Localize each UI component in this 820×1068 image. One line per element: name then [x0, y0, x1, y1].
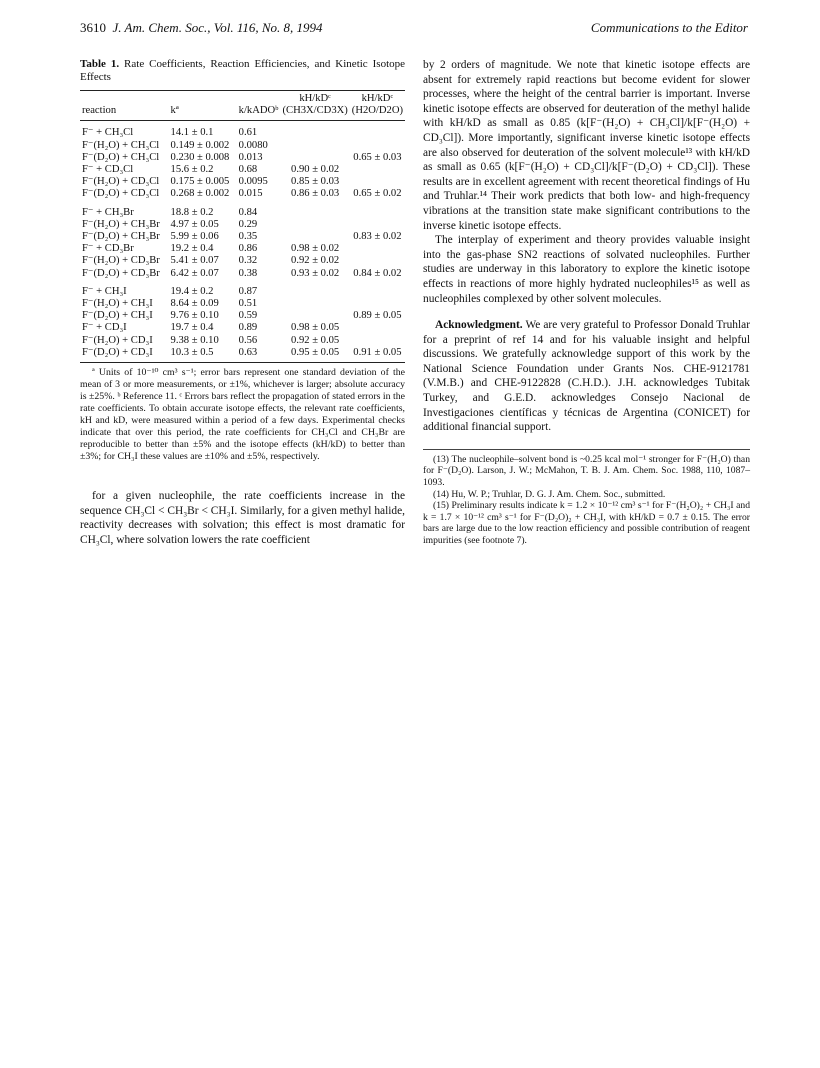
cell-kie-methyl: 0.95 ± 0.05 [280, 347, 349, 363]
col-header-kie-methyl: kH/kDᶜ (CH3X/CD3X) [280, 91, 349, 121]
section-title: Communications to the Editor [590, 20, 748, 35]
cell-reaction: F⁻ + CD₃Cl [82, 164, 134, 176]
cell-kie-methyl: 0.85 ± 0.03 [291, 176, 340, 188]
cell-efficiency: 0.38 [238, 267, 258, 279]
cell-efficiency: 0.015 [238, 188, 263, 200]
col-header-efficiency: k/kADOᵇ [237, 91, 281, 121]
page-number: 3610 [80, 20, 106, 35]
cell-reaction: F⁻ + CD₃Br [82, 243, 134, 255]
cell-kie-solvent [350, 322, 405, 334]
page-header [80, 20, 748, 42]
cell-efficiency: 0.86 [238, 243, 258, 255]
cell-kie-solvent: 0.65 ± 0.03 [353, 151, 402, 163]
table-row [80, 121, 405, 140]
col-header-k: kª [169, 91, 237, 121]
cell-reaction: F⁻(D₂O) + CH₃Cl [82, 151, 160, 163]
table-row [80, 347, 405, 363]
cell-k: 18.8 ± 0.2 [170, 206, 214, 218]
cell-efficiency: 0.35 [238, 231, 258, 243]
right-column [423, 58, 750, 547]
cell-kie-solvent [350, 243, 405, 255]
cell-kie-methyl: 0.86 ± 0.03 [291, 188, 340, 200]
cell-kie-methyl [280, 310, 349, 322]
cell-kie-solvent: 0.91 ± 0.05 [350, 347, 405, 363]
cell-kie-solvent [350, 201, 405, 219]
cell-kie-solvent: 0.65 ± 0.02 [353, 188, 402, 200]
cell-reaction: F⁻(H₂O) + CH₃Cl [82, 139, 160, 151]
cell-reaction: F⁻ + CH₃Cl [82, 127, 134, 139]
cell-reaction: F⁻ + CH₃Br [82, 206, 134, 218]
cell-k: 6.42 ± 0.07 [170, 267, 219, 279]
table-row [80, 219, 405, 231]
cell-k: 15.6 ± 0.2 [170, 164, 214, 176]
table-row [80, 176, 405, 188]
cell-reaction: F⁻(D₂O) + CH₃Br [82, 231, 160, 243]
cell-kie-solvent [350, 219, 405, 231]
cell-efficiency: 0.56 [238, 334, 258, 346]
cell-efficiency: 0.013 [238, 151, 263, 163]
table-row [80, 280, 405, 298]
cell-kie-methyl: 0.90 ± 0.02 [291, 164, 340, 176]
table-row [80, 298, 405, 310]
table-group-chlorides [80, 121, 405, 201]
cell-kie-methyl: 0.92 ± 0.05 [291, 334, 340, 346]
cell-kie-methyl [280, 298, 349, 310]
cell-kie-solvent: 0.89 ± 0.05 [353, 310, 402, 322]
cell-efficiency: 0.89 [238, 322, 258, 334]
cell-reaction: F⁻ + CH₃I [82, 285, 127, 297]
cell-kie-methyl [280, 152, 349, 164]
journal-citation: J. Am. Chem. Soc., Vol. 116, No. 8, 1994 [112, 20, 323, 35]
cell-kie-solvent [350, 140, 405, 152]
cell-kie-methyl [280, 140, 349, 152]
table-header-row [80, 91, 405, 121]
table-caption-label: Table 1. [80, 58, 120, 70]
cell-reaction: F⁻(H₂O) + CH₃I [82, 298, 153, 310]
body-paragraph-continued: by 2 orders of magnitude. We note that kinetic isotope effects are absent for extremely rapid reactions but become evident for slower processes, where the height of the central barrier is important. Inverse kinetic isotope effects are observed for deuteration of the methyl halide with kH/kD as small as 0.85 (k[F⁻(H₂O) + CH₃Cl]/k[F⁻(H₂O) + CD₃Cl]). More importantly, significant inverse kinetic isotope effects are also observed for deuteration of the solvent molecule¹³ with kH/kD as small as 0.65 (k[F⁻(H₂O) + CD₃Cl]/k[F⁻(D₂O) + CD₃Cl]). These results are in excellent agreement with recent theoretical findings of Hu and Truhlar.¹⁴ Their work predicts that both low- and high-frequency vibrations at the transition state make significant contributions to the inverse kinetic isotope effects. [423, 59, 750, 232]
cell-reaction: F⁻(D₂O) + CH₃I [82, 310, 153, 322]
table-row [80, 322, 405, 334]
cell-kie-solvent [350, 176, 405, 188]
cell-efficiency: 0.84 [238, 206, 258, 218]
reference-15: (15) Preliminary results indicate k = 1.2 × 10⁻¹² cm³ s⁻¹ for F⁻(H₂O)₂ + CH₃I and k = 1.7 × 10⁻¹² cm³ s⁻¹ for F⁻(D₂O)₂ + CH₃I, with kH/kD = 0.7 ± 0.15. The error bars are large due to the low reaction efficiency and possible contribution of reagent impurities (see footnote 7). [423, 500, 750, 546]
cell-efficiency: 0.0095 [238, 176, 268, 188]
table-row [80, 310, 405, 322]
cell-efficiency: 0.87 [238, 285, 258, 297]
cell-efficiency: 0.32 [238, 255, 258, 267]
cell-reaction: F⁻(D₂O) + CD₃Br [82, 267, 160, 279]
table-row [80, 152, 405, 164]
cell-kie-methyl [280, 201, 349, 219]
cell-kie-solvent [350, 164, 405, 176]
cell-kie-solvent [350, 298, 405, 310]
table-row [80, 188, 405, 200]
cell-efficiency: 0.51 [238, 298, 258, 310]
cell-efficiency: 0.0080 [238, 139, 268, 151]
cell-kie-methyl [280, 219, 349, 231]
cell-kie-methyl: 0.93 ± 0.02 [291, 267, 340, 279]
cell-kie-solvent [350, 121, 405, 140]
cell-k: 0.149 ± 0.002 [170, 139, 230, 151]
cell-efficiency: 0.61 [238, 127, 258, 139]
cell-kie-solvent: 0.84 ± 0.02 [353, 267, 402, 279]
table-row [80, 243, 405, 255]
cell-k: 10.3 ± 0.5 [169, 347, 237, 363]
rate-coefficient-table [80, 90, 405, 363]
cell-k: 9.76 ± 0.10 [170, 310, 219, 322]
cell-k: 4.97 ± 0.05 [170, 218, 219, 230]
cell-kie-methyl: 0.92 ± 0.02 [291, 255, 340, 267]
left-body-paragraph: for a given nucleophile, the rate coefficients increase in the sequence CH₃Cl < CH₃Br < CH₃I. Similarly, for a given methyl halide, reactivity decreases with solvation; this effect is most dramatic for CH₃Cl, where solvation lowers the rate coefficient [80, 490, 405, 546]
cell-reaction: F⁻ + CD₃I [82, 322, 127, 334]
cell-kie-methyl: 0.98 ± 0.02 [291, 243, 340, 255]
cell-reaction: F⁻(H₂O) + CD₃Br [82, 255, 160, 267]
acknowledgment-paragraph [423, 318, 750, 435]
cell-kie-solvent: 0.83 ± 0.02 [353, 231, 402, 243]
header-left [80, 20, 323, 36]
cell-k: 19.4 ± 0.2 [170, 285, 214, 297]
cell-k: 8.64 ± 0.09 [170, 298, 219, 310]
acknowledgment-label: Acknowledgment. [435, 319, 523, 332]
left-column [80, 58, 405, 547]
cell-efficiency: 0.68 [238, 164, 258, 176]
table-row [80, 201, 405, 219]
table-footnotes: ª Units of 10⁻¹⁰ cm³ s⁻¹; error bars represent one standard deviation of the mean of 3 or more measurements, or ±1%, whichever is larger; absolute accuracy is ±25%. ᵇ Reference 11. ᶜ Errors bars reflect the propagation of stated errors in the rate coefficients. To obtain accurate isotope effects, the relevant rate coefficients, kH and kD, were measured within a period of a few days. Experimental checks indicate that over this period, the rate coefficients for CH₃Cl and CH₃Br are reproducible to better than ±5% and the isotope effects (kH/kD) to better than ±3%; for CH₃I these values are ±10% and ±5%, respectively. [80, 367, 405, 463]
table-row [80, 231, 405, 243]
table-caption-text: Rate Coefficients, Reaction Efficiencies, and Kinetic Isotope Effects [80, 58, 406, 83]
cell-k: 14.1 ± 0.1 [170, 127, 214, 139]
references-list [423, 449, 750, 547]
cell-reaction: F⁻(H₂O) + CD₃Cl [82, 176, 160, 188]
table-row [80, 164, 405, 176]
cell-efficiency: 0.29 [238, 218, 258, 230]
cell-reaction: F⁻(D₂O) + CD₃I [80, 347, 169, 363]
col-header-reaction: reaction [80, 91, 169, 121]
cell-k: 5.41 ± 0.07 [170, 255, 219, 267]
cell-k: 0.175 ± 0.005 [170, 176, 230, 188]
table-group-iodides [80, 280, 405, 363]
cell-k: 5.99 ± 0.06 [170, 231, 219, 243]
cell-k: 19.2 ± 0.4 [170, 243, 214, 255]
acknowledgment-text: We are very grateful to Professor Donald Truhlar for a preprint of ref 14 and for his valuable insight and helpful discussions. We gratefully acknowledge support of this work by the National Science Foundation under Grants Nos. CHE-9121781 (V.M.B.) and CHE-9122828 (C.H.D.). J.H. acknowledges Tubitak Turkey, and G.E.D. acknowledges Consejo Nacional de Investigaciones científicas y técnicas de Argentina (CONICET) for additional financial support. [423, 319, 750, 434]
cell-kie-methyl [280, 280, 349, 298]
reference-14: (14) Hu, W. P.; Truhlar, D. G. J. Am. Chem. Soc., submitted. [433, 488, 666, 500]
table-row [80, 255, 405, 267]
cell-k: 0.230 ± 0.008 [170, 151, 230, 163]
table-row [80, 268, 405, 280]
cell-efficiency: 0.59 [238, 310, 258, 322]
cell-kie-solvent [350, 280, 405, 298]
cell-reaction: F⁻(D₂O) + CD₃Cl [82, 188, 160, 200]
table-row [80, 140, 405, 152]
table-row [80, 335, 405, 347]
cell-kie-methyl [280, 231, 349, 243]
cell-kie-methyl [280, 121, 349, 140]
cell-kie-solvent [350, 255, 405, 267]
cell-k: 0.268 ± 0.002 [170, 188, 230, 200]
cell-kie-methyl: 0.98 ± 0.05 [291, 322, 340, 334]
cell-kie-solvent [350, 335, 405, 347]
table-group-bromides [80, 201, 405, 280]
cell-k: 9.38 ± 0.10 [170, 334, 219, 346]
cell-efficiency: 0.63 [237, 347, 281, 363]
table-caption [80, 58, 405, 84]
cell-k: 19.7 ± 0.4 [170, 322, 214, 334]
cell-reaction: F⁻(H₂O) + CD₃I [82, 334, 153, 346]
body-paragraph-outlook: The interplay of experiment and theory provides valuable insight into the gas-phase SN2 reactions of solvated nucleophiles. Further studies are underway in this laboratory to explore the kinetic isotope effects in reactions of more highly hydrated nucleophiles¹⁵ as well as nucleophiles complexed by other solvent molecules. [423, 234, 750, 305]
reference-13: (13) The nucleophile–solvent bond is ~0.25 kcal mol⁻¹ stronger for F⁻(H₂O) than for F⁻(D₂O). Larson, J. W.; McMahon, T. B. J. Am. Chem. Soc. 1988, 110, 1087–1093. [423, 453, 750, 489]
cell-reaction: F⁻(H₂O) + CH₃Br [82, 218, 160, 230]
col-header-kie-solvent: kH/kDᶜ (H2O/D2O) [350, 91, 405, 121]
